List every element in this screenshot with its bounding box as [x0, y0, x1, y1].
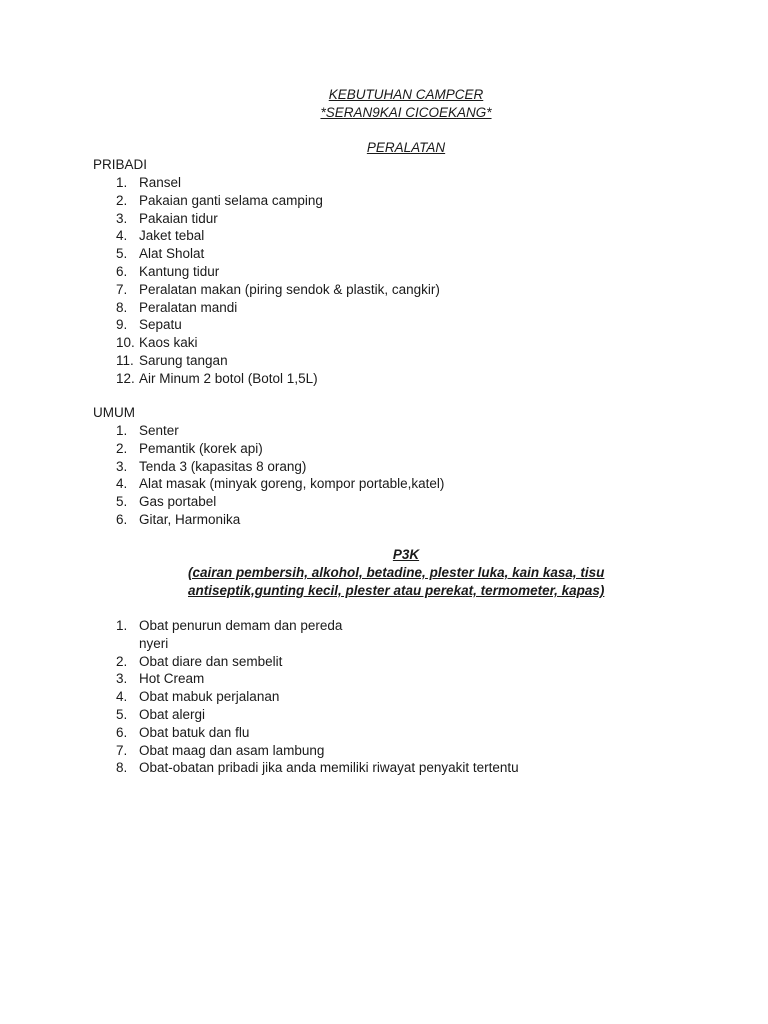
list-item — [116, 458, 444, 476]
item-text: Alat masak (minyak goreng, kompor portable,katel) — [139, 476, 445, 492]
document-subtitle: *SERAN9KAI CICOEKANG* — [320, 105, 492, 120]
item-text: Pemantik (korek api) — [139, 440, 263, 456]
list-item — [116, 299, 440, 317]
item-number: 8. — [116, 299, 128, 315]
item-number: 3. — [116, 671, 128, 687]
item-text: Obat maag dan asam lambung — [139, 742, 325, 758]
item-number: 10. — [116, 335, 135, 351]
list-item — [116, 742, 519, 760]
item-number: 2. — [116, 192, 128, 208]
item-text: Senter — [139, 423, 179, 438]
list-item — [116, 706, 519, 724]
list-item — [116, 653, 519, 671]
list-item-continuation — [116, 635, 519, 653]
section-title-p3k: P3K — [392, 547, 420, 562]
item-number: 7. — [116, 281, 128, 297]
item-text: Peralatan mandi — [139, 299, 238, 315]
list-pribadi — [116, 174, 440, 388]
list-item — [116, 316, 440, 334]
list-item — [116, 511, 444, 529]
item-text: Alat Sholat — [139, 246, 205, 262]
item-text: Obat diare dan sembelit — [139, 653, 283, 669]
item-number: 1. — [116, 423, 128, 438]
item-text: nyeri — [139, 635, 169, 651]
list-item — [116, 370, 440, 388]
item-number: 6. — [116, 724, 128, 740]
list-item — [116, 688, 519, 706]
item-number: 1. — [116, 618, 128, 633]
item-number: 6. — [116, 511, 128, 527]
item-text: Sepatu — [139, 317, 182, 333]
item-text: Obat mabuk perjalanan — [139, 689, 280, 705]
item-text: Obat-obatan pribadi jika anda memiliki riwayat penyakit tertentu — [139, 760, 519, 776]
item-number: 3. — [116, 458, 128, 474]
item-text: Obat batuk dan flu — [139, 724, 250, 740]
item-number: 4. — [116, 476, 128, 492]
item-number: 1. — [116, 175, 128, 190]
list-item — [116, 759, 519, 777]
item-text: Kantung tidur — [139, 263, 220, 279]
list-item — [116, 281, 440, 299]
list-item — [116, 334, 440, 352]
item-number: 5. — [116, 246, 128, 262]
item-text: Ransel — [139, 175, 182, 190]
list-item — [116, 210, 440, 228]
list-p3k — [116, 617, 519, 777]
item-text: Pakaian tidur — [139, 210, 218, 226]
item-number: 5. — [116, 494, 128, 510]
list-item — [116, 422, 444, 440]
list-item — [116, 263, 440, 281]
item-number: 9. — [116, 317, 128, 333]
item-number: 2. — [116, 653, 128, 669]
item-text: Sarung tangan — [139, 352, 228, 368]
list-item — [116, 475, 444, 493]
item-text: Gas portabel — [139, 494, 217, 510]
list-item — [116, 440, 444, 458]
item-number: 12. — [116, 370, 135, 386]
item-text: Hot Cream — [139, 671, 205, 687]
item-text: Tenda 3 (kapasitas 8 orang) — [139, 458, 307, 474]
p3k-description-line-2: antiseptik,gunting kecil, plester atau perekat, termometer, kapas) — [188, 583, 605, 598]
item-number: 6. — [116, 263, 128, 279]
item-text: Peralatan makan (piring sendok & plastik, cangkir) — [139, 281, 440, 297]
item-number: 4. — [116, 228, 128, 244]
heading-pribadi: PRIBADI — [93, 157, 148, 172]
list-umum — [116, 422, 444, 529]
list-item — [116, 227, 440, 245]
p3k-description-line-1: (cairan pembersih, alkohol, betadine, plester luka, kain kasa, tisu — [188, 565, 605, 580]
item-number: 8. — [116, 760, 128, 776]
item-number: 7. — [116, 742, 128, 758]
item-text: Pakaian ganti selama camping — [139, 192, 323, 208]
item-number: 5. — [116, 706, 128, 722]
item-text: Obat alergi — [139, 706, 206, 722]
list-item — [116, 192, 440, 210]
list-item — [116, 245, 440, 263]
item-number: 3. — [116, 210, 128, 226]
list-item — [116, 352, 440, 370]
section-title-peralatan: PERALATAN — [366, 140, 446, 155]
list-item — [116, 670, 519, 688]
heading-umum: UMUM — [93, 405, 135, 420]
item-text: Kaos kaki — [139, 335, 198, 351]
item-number: 2. — [116, 440, 128, 456]
document-title: KEBUTUHAN CAMPCER — [328, 87, 484, 102]
list-item — [116, 493, 444, 511]
item-text: Jaket tebal — [139, 228, 205, 244]
item-text: Obat penurun demam dan pereda — [139, 618, 343, 633]
item-text: Gitar, Harmonika — [139, 511, 241, 527]
item-number: 4. — [116, 689, 128, 705]
list-item — [116, 174, 440, 192]
list-item — [116, 724, 519, 742]
item-number: 11. — [116, 352, 134, 368]
item-text: Air Minum 2 botol (Botol 1,5L) — [139, 370, 318, 386]
list-item — [116, 617, 519, 635]
